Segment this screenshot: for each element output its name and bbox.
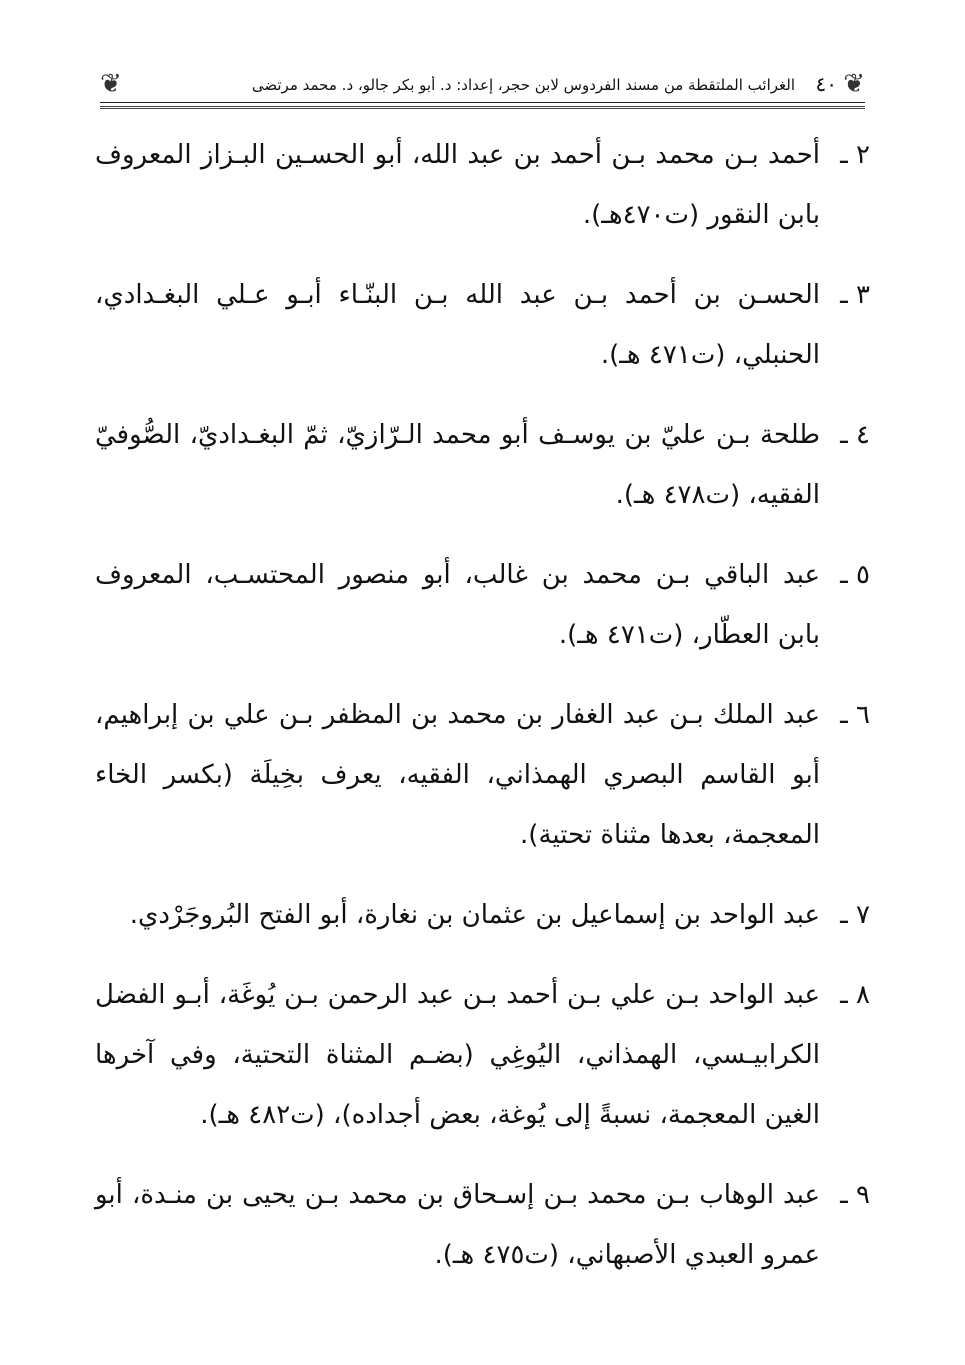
entry-number: ٦ ـ [840, 700, 870, 730]
entry-number: ٥ ـ [840, 560, 870, 590]
entry-text: عبد الباقي بـن محمد بن غالب، أبو منصور المحتسـب، المعروف بابن العطّار، (ت٤٧١ هـ). [95, 560, 820, 650]
ornament-icon: ❦ [100, 69, 122, 99]
list-item [95, 265, 870, 385]
entry-number: ٢ ـ [840, 140, 870, 170]
entry-text: أحمد بـن محمد بـن أحمد بن عبد الله، أبو الحسـين البـزاز المعروف بابن النقور (ت٤٧٠هـ). [95, 140, 820, 230]
entry-number: ٩ ـ [840, 1180, 870, 1210]
entry-text: الحسـن بن أحمد بـن عبد الله بـن البنّـاء أبـو عـلي البغـدادي، الحنبلي، (ت٤٧١ هـ). [95, 280, 820, 370]
entry-number: ٧ ـ [840, 900, 870, 930]
page-header [100, 62, 865, 112]
entry-text: عبد الواحد بـن علي بـن أحمد بـن عبد الرحمن بـن يُوغَة، أبـو الفضل الكرابيـسي، الهمذاني، اليُوغِي (بضـم المثناة التحتية، وفي آخرها الغين المعجمة، نسبةً إلى يُوغة، بعض أجداده)، (ت٤٨٢ هـ). [95, 980, 820, 1130]
entry-text: عبد الواحد بن إسماعيل بن عثمان بن نغارة، أبو الفتح البُروجَرْدي. [129, 900, 820, 930]
entry-number: ٨ ـ [840, 980, 870, 1010]
list-item [95, 405, 870, 525]
ornament-icon: ❦ [843, 69, 865, 99]
page-body [95, 125, 870, 1305]
list-item [95, 885, 870, 945]
list-item [95, 545, 870, 665]
header-border [100, 106, 865, 109]
list-item [95, 965, 870, 1145]
list-item [95, 685, 870, 865]
running-title: الغرائب الملتقطة من مسند الفردوس لابن حجر، إعداد: د. أبو بكر جالو، د. محمد مرتضى [251, 76, 795, 94]
entry-number: ٤ ـ [840, 420, 870, 450]
list-item [95, 1165, 870, 1285]
page-number: ٤٠ [815, 72, 837, 96]
entry-text: طلحة بـن عليّ بن يوسـف أبو محمد الـرّازيّ، ثمّ البغـداديّ، الصُّوفيّ الفقيه، (ت٤٧٨ هـ). [95, 420, 820, 510]
header-rule [100, 102, 865, 103]
entry-text: عبد الملك بـن عبد الغفار بن محمد بن المظفر بـن علي بن إبراهيم، أبو القاسم البصري الهمذاني، الفقيه، يعرف بخِيلَة (بكسر الخاء المعجمة، بعدها مثناة تحتية). [95, 700, 820, 850]
entry-number: ٣ ـ [840, 280, 870, 310]
entry-text: عبد الوهاب بـن محمد بـن إسـحاق بن محمد بـن يحيى بن منـدة، أبو عمرو العبدي الأصبهاني، (ت٤٧٥ هـ). [95, 1180, 820, 1270]
list-item [95, 125, 870, 245]
